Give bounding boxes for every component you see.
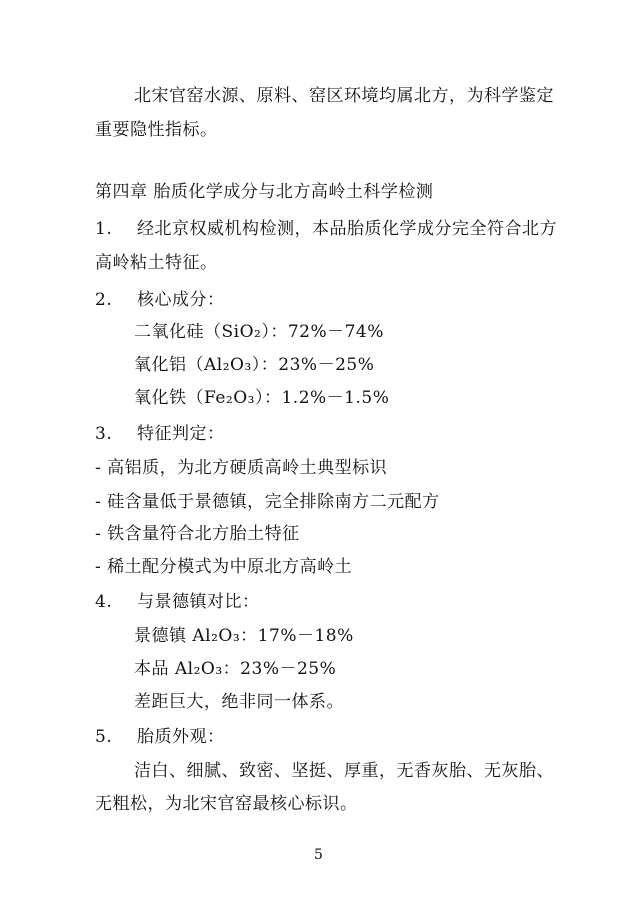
feature-bullet: - 稀土配分模式为中原北方高岭土: [95, 557, 353, 577]
composition-row: 二氧化硅（SiO₂）：72%－74%: [134, 322, 384, 342]
intro-line-2: 重要隐性指标。: [95, 120, 218, 140]
item-3-number: 3.: [95, 424, 113, 444]
comparison-row: 本品 Al₂O₃：23%－25%: [134, 659, 337, 679]
feature-bullet: - 高铝质，为北方硬质高岭土典型标识: [95, 458, 388, 478]
item-1-text: 经北京权威机构检测，本品胎质化学成分完全符合北方: [137, 219, 557, 239]
item-5-line-2: 无粗松，为北宋官窑最核心标识。: [95, 794, 358, 814]
item-4-title: 与景德镇对比：: [137, 592, 260, 612]
composition-row: 氧化铝（Al₂O₃）：23%－25%: [134, 355, 375, 375]
chapter-title: 第四章 胎质化学成分与北方高岭土科学检测: [95, 182, 434, 202]
composition-row: 氧化铁（Fe₂O₃）：1.2%－1.5%: [134, 388, 390, 408]
item-2-title: 核心成分：: [137, 290, 225, 310]
comparison-row: 差距巨大，绝非同一体系。: [134, 692, 344, 712]
item-5-number: 5.: [95, 727, 113, 747]
item-1-number: 1.: [95, 219, 113, 239]
item-3-heading: [95, 422, 225, 446]
item-4-number: 4.: [95, 592, 113, 612]
item-2-heading: [95, 288, 225, 312]
comparison-row: 景德镇 Al₂O₃：17%－18%: [134, 626, 354, 646]
item-2-number: 2.: [95, 290, 113, 310]
item-5-title: 胎质外观：: [137, 727, 225, 747]
item-5-line-1: 洁白、细腻、致密、坚挺、厚重，无香灰胎、无灰胎、: [134, 761, 554, 781]
item-4-heading: [95, 590, 260, 614]
page-number: 5: [314, 847, 324, 863]
item-3-title: 特征判定：: [137, 424, 225, 444]
intro-line-1: 北宋官窑水源、原料、窑区环境均属北方，为科学鉴定: [134, 86, 554, 106]
item-5-heading: [95, 725, 225, 749]
feature-bullet: - 硅含量低于景德镇，完全排除南方二元配方: [95, 492, 440, 512]
feature-bullet: - 铁含量符合北方胎土特征: [95, 524, 300, 544]
item-1-line-2: 高岭粘土特征。: [95, 253, 218, 273]
item-1-line-1: [95, 217, 557, 241]
